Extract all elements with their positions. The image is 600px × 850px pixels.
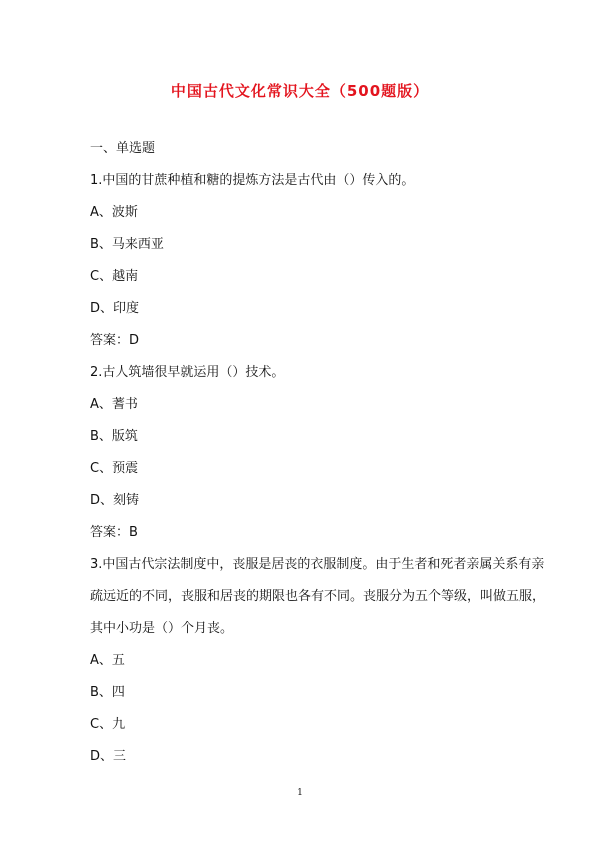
- question-2-stem: 2.古人筑墙很早就运用（）技术。: [90, 365, 285, 380]
- document-title: 中国古代文化常识大全（500题版）: [170, 82, 430, 100]
- question-3-stem-line-1: 3.中国古代宗法制度中，丧服是居丧的衣服制度。由于生者和死者亲属关系有亲: [90, 557, 545, 572]
- question-3-option-c: C、九: [90, 717, 126, 732]
- question-1-answer: 答案：D: [90, 333, 140, 348]
- question-1-option-b: B、马来西亚: [90, 237, 164, 252]
- question-3-option-a: A、五: [90, 653, 125, 668]
- question-3-stem-line-2: 疏远近的不同，丧服和居丧的期限也各有不同。丧服分为五个等级，叫做五服，: [90, 589, 546, 604]
- question-2-option-b: B、版筑: [90, 429, 138, 444]
- question-3-stem-line-3: 其中小功是（）个月丧。: [90, 621, 234, 636]
- page-number: 1: [297, 788, 303, 798]
- question-2-answer: 答案：B: [90, 525, 138, 540]
- section-heading: 一、单选题: [90, 141, 156, 156]
- question-2-option-c: C、预震: [90, 461, 139, 476]
- question-2-option-d: D、刻铸: [90, 493, 140, 508]
- question-2-option-a: A、蓍书: [90, 397, 138, 412]
- question-3-option-b: B、四: [90, 685, 125, 700]
- question-1-option-d: D、印度: [90, 301, 140, 316]
- question-1-option-a: A、波斯: [90, 205, 138, 220]
- question-1-option-c: C、越南: [90, 269, 139, 284]
- question-3-option-d: D、三: [90, 749, 127, 764]
- question-1-stem: 1.中国的甘蔗种植和糖的提炼方法是古代由（）传入的。: [90, 173, 415, 188]
